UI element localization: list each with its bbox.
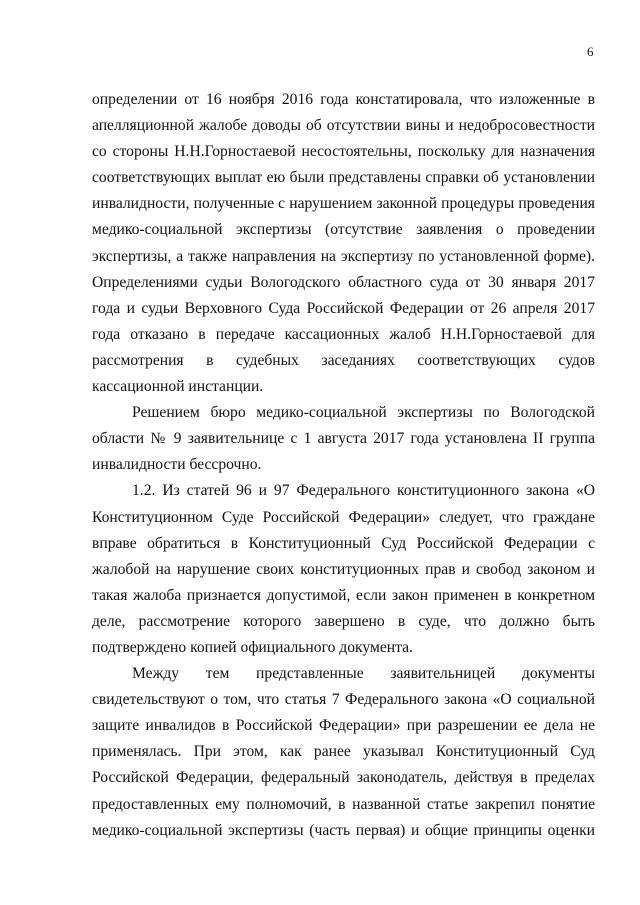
paragraph-law-not-applied: Между тем представленные заявительницей документы свидетельствуют о том, что статья 7 Федерального закона «О социальной защите инвалидов в Российской Федерации» при разрешении ее дела не применялась. При этом, как ранее указывал Конституционный Суд Российской Федерации, федеральный законодатель, действуя в пределах предоставленных ему полномочий, в названной статье закрепил понятие медико-социальной экспертизы (часть первая) и общие принципы оценки <box>92 665 595 839</box>
paragraph-disability-decision: Решением бюро медико-социальной экспертизы по Вологодской области № 9 заявительнице с 1 августа 2017 года установлена II группа инвалидности бессрочно. <box>92 404 595 474</box>
page-number: 6 <box>587 44 594 59</box>
paragraph-admissibility-rules: 1.2. Из статей 96 и 97 Федерального конституционного закона «О Конституционном Суде Российской Федерации» следует, что граждане вправе обратиться в Конституционный Суд Российской Федерации с жалобой на нарушение своих конституционных прав и свобод законом и такая жалоба признается допустимой, если закон применен в конкретном деле, рассмотрение которого завершено в суде, что должно быть подтверждено копией официального документа. <box>92 482 595 656</box>
document-body <box>92 87 595 844</box>
paragraph-court-determination: определении от 16 ноября 2016 года констатировала, что изложенные в апелляционной жалобе доводы об отсутствии вины и недобросовестности со стороны Н.Н.Горностаевой несостоятельны, поскольку для назначения соответствующих выплат ею были представлены справки об установлении инвалидности, полученные с нарушением законной процедуры проведения медико-социальной экспертизы (отсутствие заявления о проведении экспертизы, а также направления на экспертизу по установленной форме). Определениями судьи Вологодского областного суда от 30 января 2017 года и судьи Верховного Суда Российской Федерации от 26 апреля 2017 года отказано в передаче кассационных жалоб Н.Н.Горностаевой для рассмотрения в судебных заседаниях соответствующих судов кассационной инстанции. <box>92 91 595 396</box>
